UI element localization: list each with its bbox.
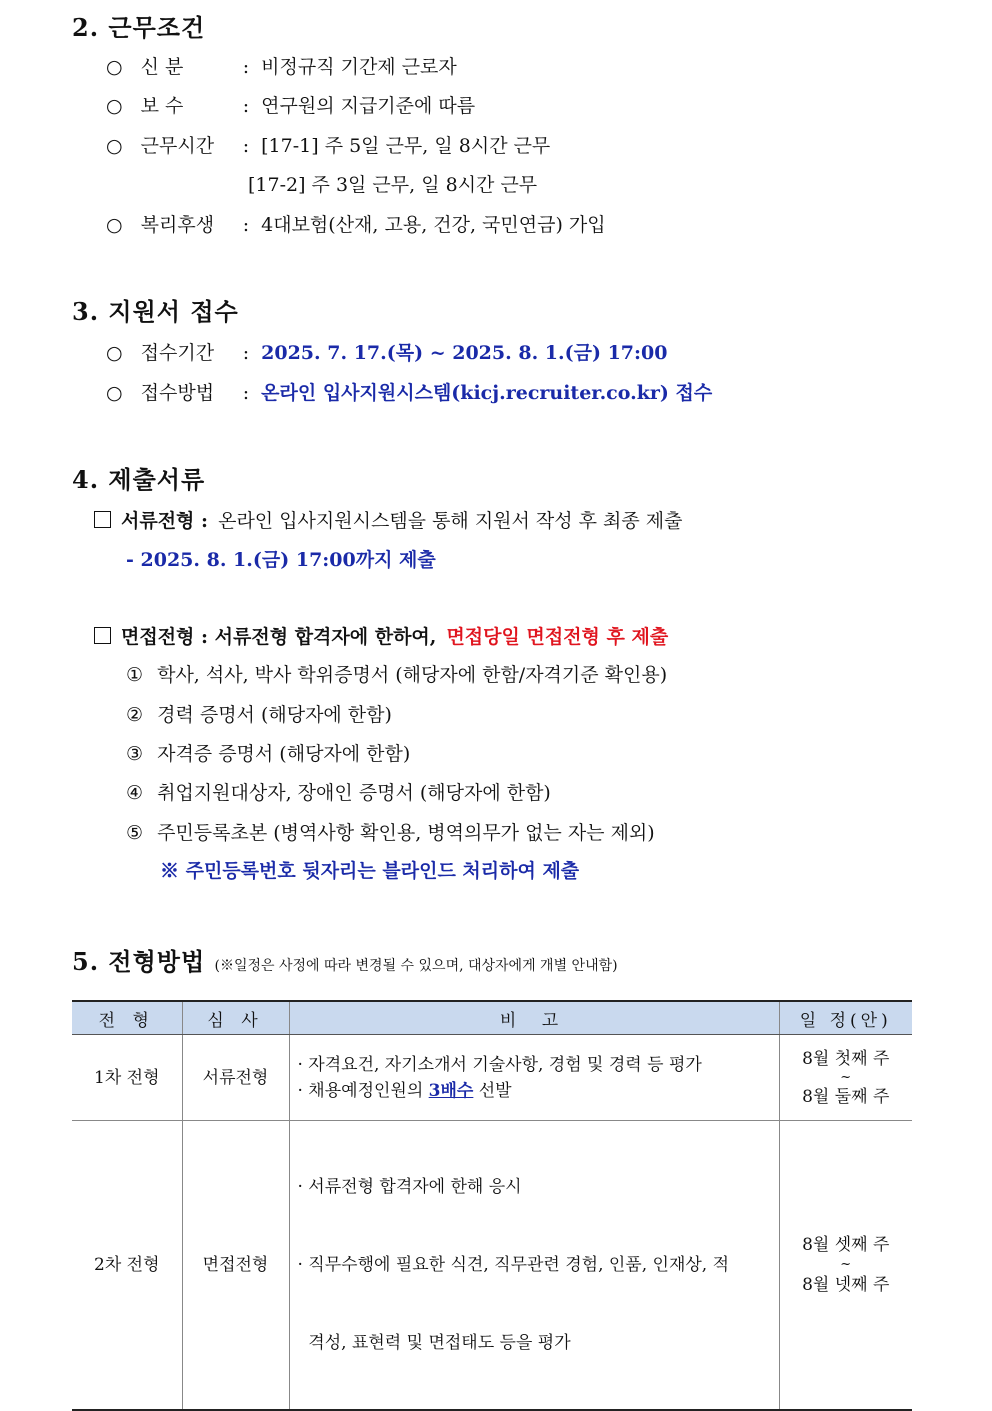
stage-cell: 1차 전형 [72, 1035, 182, 1121]
note-emphasis: 3배수 [428, 1080, 474, 1101]
header-review: 심 사 [182, 1001, 289, 1035]
schedule-tilde: ~ [840, 1257, 852, 1272]
note-line [298, 1078, 778, 1104]
condition-row-status [106, 52, 457, 79]
circle-bullet-icon: ○ [106, 135, 123, 157]
note-line-prefix: · 채용예정인원의 [297, 1080, 429, 1101]
method-value: 온라인 입사지원시스템(kicj.recruiter.co.kr) 접수 [261, 382, 713, 404]
period-label: 접수기간 [140, 342, 215, 364]
document-item-text: 자격증 증명서 (해당자에 한함) [157, 743, 411, 765]
checkbox-square-icon [94, 511, 111, 528]
selection-table [72, 1000, 912, 1411]
condition-label: 복리후생 [140, 214, 215, 236]
document-item [126, 660, 667, 687]
interview-red-text: 면접당일 면접전형 후 제출 [446, 626, 669, 648]
condition-row-welfare [106, 210, 606, 237]
condition-label: 신 분 [140, 56, 184, 78]
number-circle-icon: ④ [126, 782, 144, 804]
schedule-tilde: ~ [840, 1069, 852, 1085]
section-5-title: 5. 전형방법 [72, 947, 206, 976]
review-cell: 면접전형 [182, 1121, 289, 1411]
schedule-start: 8월 첫째 주 [802, 1048, 890, 1069]
document-item [126, 739, 410, 766]
checkbox-square-icon [94, 627, 111, 644]
table-row [72, 1121, 912, 1411]
notes-cell [289, 1035, 779, 1121]
section-2-heading: 2. 근무조건 [72, 13, 206, 42]
document-screening-row [94, 506, 683, 533]
document-item-text: 경력 증명서 (해당자에 한함) [157, 704, 392, 726]
condition-sep: : [242, 95, 250, 117]
condition-sep: : [242, 214, 250, 236]
condition-sep: : [242, 56, 250, 78]
circle-bullet-icon: ○ [106, 95, 123, 117]
note-line: 격성, 표현력 및 면접태도 등을 평가 [297, 1333, 571, 1353]
document-item [126, 700, 392, 727]
application-period-row [106, 338, 667, 365]
condition-value: 연구원의 지급기준에 따름 [261, 95, 476, 117]
schedule-end: 8월 넷째 주 [802, 1275, 890, 1295]
condition-label: 보 수 [140, 95, 184, 117]
section-5-heading [72, 942, 618, 977]
condition-value: 4대보험(산재, 고용, 건강, 국민연금) 가입 [261, 214, 606, 236]
doc-screening-text: 온라인 입사지원시스템을 통해 지원서 작성 후 최종 제출 [218, 510, 683, 532]
application-method-row [106, 378, 712, 405]
resident-number-note: ※ 주민등록번호 뒷자리는 블라인드 처리하여 제출 [160, 860, 580, 882]
period-sep: : [242, 342, 250, 364]
number-circle-icon: ① [126, 664, 144, 686]
condition-row-hours [106, 131, 550, 158]
document-item [126, 778, 551, 805]
document-item [126, 818, 655, 845]
interview-label: 면접전형 : 서류전형 합격자에 한하여, [121, 626, 437, 648]
circle-bullet-icon: ○ [106, 342, 123, 364]
note-line: · 자격요건, 자기소개서 기술사항, 경험 및 경력 등 평가 [297, 1054, 702, 1075]
header-notes: 비 고 [289, 1001, 779, 1035]
schedule-cell [779, 1121, 912, 1411]
condition-row-hours-2 [248, 170, 537, 197]
header-schedule: 일 정(안) [779, 1001, 912, 1035]
number-circle-icon: ② [126, 704, 144, 726]
method-sep: : [242, 382, 250, 404]
condition-value: [17-1] 주 5일 근무, 일 8시간 근무 [261, 135, 551, 157]
document-item-text: 학사, 석사, 박사 학위증명서 (해당자에 한함/자격기준 확인용) [157, 664, 668, 686]
schedule-end: 8월 둘째 주 [802, 1086, 890, 1107]
note-line-tail: 선발 [473, 1080, 512, 1101]
condition-sep: : [242, 135, 250, 157]
doc-deadline: - 2025. 8. 1.(금) 17:00까지 제출 [126, 549, 436, 571]
schedule-note: (※일정은 사정에 따라 변경될 수 있으며, 대상자에게 개별 안내함) [214, 958, 618, 974]
condition-value: [17-2] 주 3일 근무, 일 8시간 근무 [248, 174, 538, 196]
doc-screening-label: 서류전형 : [121, 510, 209, 532]
notes-cell [289, 1121, 779, 1411]
schedule-start: 8월 셋째 주 [802, 1235, 890, 1255]
header-stage: 전 형 [72, 1001, 182, 1035]
stage-cell: 2차 전형 [72, 1121, 182, 1411]
number-circle-icon: ③ [126, 743, 144, 765]
condition-value: 비정규직 기간제 근로자 [261, 56, 457, 78]
interview-row [94, 622, 668, 649]
document-item-text: 주민등록초본 (병역사항 확인용, 병역의무가 없는 자는 제외) [157, 822, 655, 844]
schedule-cell [779, 1035, 912, 1121]
circle-bullet-icon: ○ [106, 56, 123, 78]
method-label: 접수방법 [140, 382, 215, 404]
document-item-text: 취업지원대상자, 장애인 증명서 (해당자에 한함) [157, 782, 551, 804]
note-line: · 서류전형 합격자에 한해 응시 [297, 1177, 522, 1197]
condition-label: 근무시간 [140, 135, 215, 157]
condition-row-pay [106, 91, 475, 118]
table-row [72, 1035, 912, 1121]
review-cell: 서류전형 [182, 1035, 289, 1121]
number-circle-icon: ⑤ [126, 822, 144, 844]
section-3-heading: 3. 지원서 접수 [72, 297, 239, 326]
note-line: · 직무수행에 필요한 식견, 직무관련 경험, 인품, 인재상, 적 [297, 1255, 730, 1275]
table-header-row [72, 1001, 912, 1035]
period-value: 2025. 7. 17.(목) ~ 2025. 8. 1.(금) 17:00 [261, 342, 668, 364]
circle-bullet-icon: ○ [106, 214, 123, 236]
section-4-heading: 4. 제출서류 [72, 465, 206, 494]
circle-bullet-icon: ○ [106, 382, 123, 404]
